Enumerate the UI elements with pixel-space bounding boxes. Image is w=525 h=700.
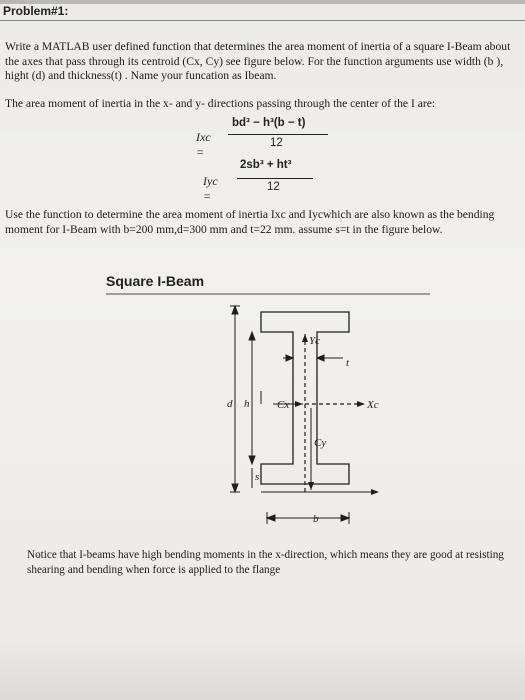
dimension-b: [267, 512, 349, 524]
cx-arrow-head: [295, 401, 303, 407]
dimension-t: [283, 355, 343, 361]
problem-title: Problem#1:: [3, 4, 69, 18]
label-h: h: [244, 398, 250, 410]
xc-axis-arrow: [357, 401, 365, 407]
label-s: s: [255, 471, 260, 483]
formula-iyc-numerator: 2sb³ + ht³: [240, 159, 292, 171]
formula-iyc-denominator: 12: [267, 181, 280, 193]
formula-iyc-label: Iyc =: [203, 174, 218, 203]
title-divider: [0, 20, 525, 21]
top-border: [0, 0, 525, 4]
base-x-axis-arrow: [371, 489, 379, 495]
figure-title-underline: [106, 293, 430, 295]
label-b: b: [313, 513, 319, 525]
dimension-h: [249, 332, 255, 464]
formula-ixc-label: Ixc =: [196, 130, 211, 159]
intro-paragraph: Write a MATLAB user defined function that determines the area moment of inertia of a square I-Beam about the axes that pass through its centroid (Cx, Cy) see figure below. For the function arguments use width (b ), hight (d) and thickness(t) . Name your funcation as Ibeam.: [5, 40, 511, 82]
label-cy: Cy: [314, 437, 327, 449]
label-d: d: [227, 398, 233, 410]
i-beam-diagram: [215, 296, 395, 531]
page-shadow: [0, 640, 525, 700]
label-t: t: [346, 357, 350, 369]
label-xc: Xc: [367, 399, 379, 411]
formula-ixc-numerator: bd³ − h³(b − t): [232, 117, 306, 129]
yc-axis-arrow: [302, 334, 308, 342]
label-yc: Yc: [309, 335, 320, 347]
formula-iyc-fraction-bar: [237, 178, 313, 179]
usage-paragraph: Use the function to determine the area moment of inertia Ixc and Iycwhich are also known as the bending moment for I-Beam with b=200 mm,d=300 mm and t=22 mm. assume s=t in the figure below.: [5, 208, 495, 236]
label-cx: Cx: [277, 399, 290, 411]
formula-ixc-fraction-bar: [228, 134, 328, 135]
formula-ixc-denominator: 12: [270, 137, 283, 149]
notice-paragraph: Notice that I-beams have high bending moments in the x-direction, which means they are good at resisting shearing and bending when force is applied to the flange: [27, 549, 504, 576]
moment-intro-paragraph: The area moment of inertia in the x- and y- directions passing through the center of the I are:: [5, 97, 436, 110]
figure-title: Square I-Beam: [106, 273, 205, 289]
cy-arrow-head: [308, 482, 314, 490]
